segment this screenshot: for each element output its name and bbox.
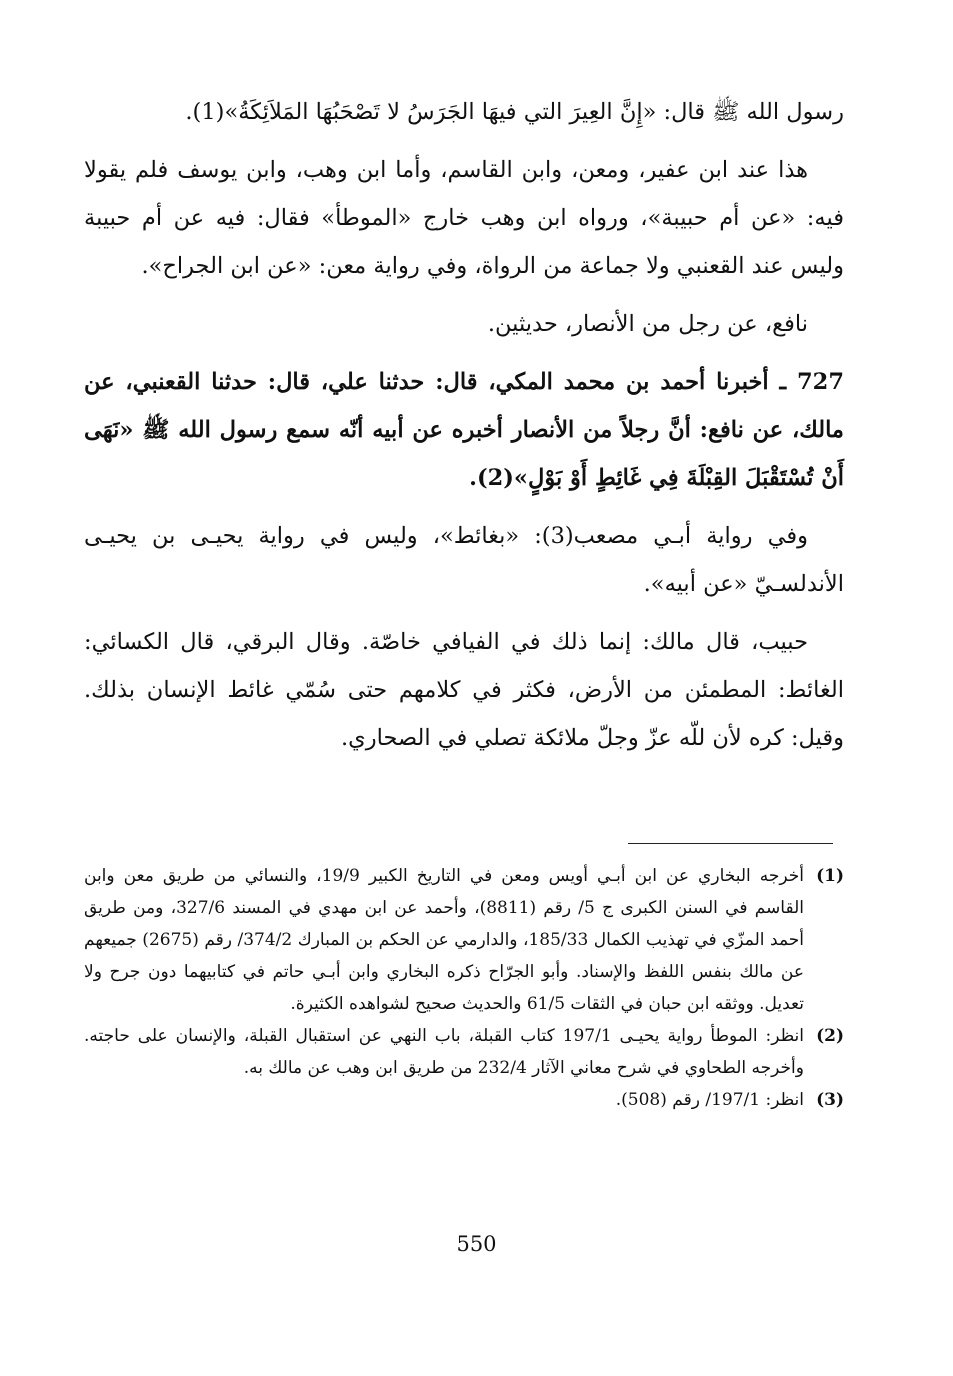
paragraph-explanation: حبيب، قال مالك: إنما ذلك في الفيافي خاصّة. وقال البرقي، قال الكسائي: الغائط: المطمئن من الأرض، فكثر في كلامهم حتى سُمّي غائط الإنسان بذلك. وقيل: كره لأن للّه عزّ وجلّ ملائكة تصلي في الصحاري.: [84, 629, 844, 751]
main-text: [84, 88, 844, 762]
footnote-text: انظر: الموطأ رواية يحيـى 197/1 كتاب القبلة، باب النهي عن استقبال القبلة، والإنسان على حاجته. وأخرجه الطحاوي في شرح معاني الآثار 232/4 من طريق ابن وهب عن مالك به.: [84, 1026, 804, 1078]
footnote-1: [84, 860, 844, 1020]
page-number: 550: [456, 1232, 497, 1256]
footnote-number: (3): [816, 1090, 844, 1110]
footnote-2: [84, 1020, 844, 1084]
paragraph-narrators: هذا عند ابن عفير، ومعن، وابن القاسم، وأما ابن وهب، وابن يوسف فلم يقولا فيه: «عن أم حبيبة»، ورواه ابن وهب خارج «الموطأ» فقال: فيه عن أم حبيبة وليس عند القعنبي ولا جماعة من الرواة، وفي رواية معن: «عن ابن الجراح».: [84, 157, 844, 279]
footnote-text: أخرجه البخاري عن ابن أبـي أويس ومعن في التاريخ الكبير 19/9، والنسائي من طريق معن وابن القاسم في السنن الكبرى ج 5/ رقم (8811)، وأحمد عن ابن مهدي في المسند 327/6، ومن طريق أحمد المزّي في تهذيب الكمال 185/33، والدارمي عن الحكم بن المبارك 374/2/ رقم (2675) جميعهم عن مالك بنفس اللفظ والإسناد. وأبو الجرّاح ذكره البخاري وابن أبـي حاتم في كتابيهما دون جرح ولا تعديل. ووثقه ابن حبان في الثقات 61/5 والحديث صحيح لشواهده الكثيرة.: [84, 866, 805, 1014]
paragraph-riwaya: وفي رواية أبـي مصعب(3): «بغائط»، وليس في رواية يحيـى بن يحيـى الأندلسـيّ «عن أبيه».: [84, 523, 844, 597]
footnote-number: (2): [816, 1026, 844, 1046]
footnote-text: انظر: 197/1/ رقم (508).: [615, 1090, 804, 1110]
paragraph-continuation: رسول الله ﷺ قال: «إِنَّ العِيرَ التي فيهَا الجَرَسُ لا تَصْحَبُهَا المَلاَئِكَةُ»(1).: [185, 99, 844, 125]
paragraph-chapter-heading: نافع، عن رجل من الأنصار، حديثين.: [487, 311, 808, 337]
footnote-divider: [628, 843, 833, 844]
footnote-number: (1): [816, 866, 844, 886]
footnote-3: [84, 1084, 844, 1116]
paragraph-hadith-727: 727 ـ أخبرنا أحمد بن محمد المكي، قال: حدثنا علي، قال: حدثنا القعنبي، عن مالك، عن نافع: أنَّ رجلاً من الأنصار أخبره عن أبيه أنّه سمع رسول الله ﷺ «نَهَى أَنْ تُسْتَقْبَلَ القِبْلَةَ فِي غَائِطٍ أَوْ بَوْلٍ»(2).: [84, 369, 844, 491]
footnotes: [84, 860, 844, 1116]
